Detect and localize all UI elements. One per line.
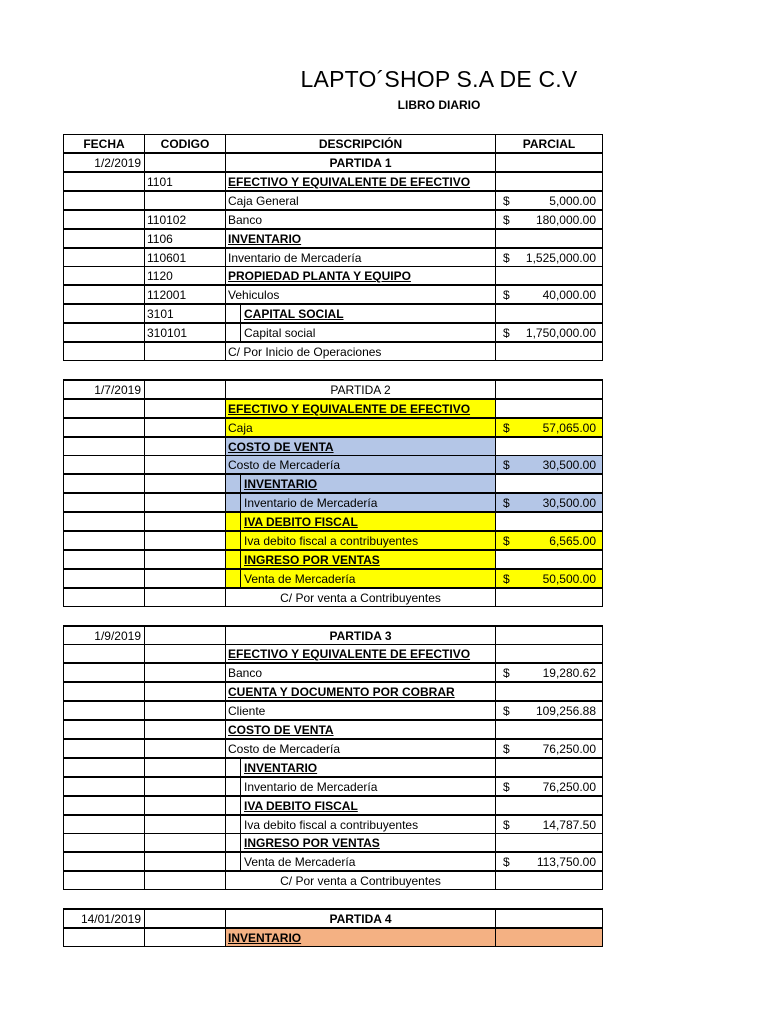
fecha-cell [63,418,145,437]
descripcion-text: Capital social [244,326,316,341]
fecha-cell [63,871,145,890]
codigo-cell [144,815,226,834]
descripcion-text: Cliente [228,704,266,719]
descripcion-text: Iva debito fiscal a contribuyentes [244,534,419,548]
descripcion-text: Venta de Mercadería [244,571,356,586]
table-row [63,815,603,834]
fecha-cell: 1/7/2019 [63,380,145,399]
parcial-cell [495,550,603,569]
fecha-cell [63,172,145,191]
table-row [63,437,603,456]
descripcion-text: Banco [228,212,263,227]
codigo-cell [144,418,226,437]
table-row [63,871,603,890]
codigo-cell: 3101 [144,304,226,323]
codigo-cell [144,739,226,758]
descripcion-cell [225,418,496,437]
amount-value: 40,000.00 [542,288,596,303]
table-row [63,909,603,928]
codigo-cell: 1106 [144,229,226,248]
codigo-cell [144,474,226,493]
blank-cell [63,361,603,380]
codigo-cell [144,833,226,852]
fecha-cell [63,399,145,418]
indent-divider [240,833,241,852]
codigo-cell [144,493,226,512]
table-row [63,758,603,777]
descripcion-cell [225,474,496,493]
parcial-cell [495,266,603,285]
currency-symbol: $ [503,779,510,794]
fecha-cell [63,758,145,777]
parcial-cell [495,493,603,512]
codigo-cell [144,663,226,682]
table-row [63,739,603,758]
descripcion-cell [225,437,496,456]
descripcion-cell [225,342,496,361]
descripcion-text: Inventario de Mercadería [228,250,362,265]
currency-symbol: $ [503,534,510,548]
codigo-cell [144,796,226,815]
table-row [63,644,603,663]
blank-row [63,361,603,380]
descripcion-text: EFECTIVO Y EQUIVALENTE DE EFECTIVO [228,401,471,416]
table-row [63,531,603,550]
fecha-cell [63,437,145,456]
indent-divider [240,796,241,815]
descripcion-text: PARTIDA 2 [330,382,391,397]
table-row [63,550,603,569]
indent-divider [240,550,241,569]
fecha-cell [63,229,145,248]
descripcion-text: Inventario de Mercadería [244,496,378,511]
indent-divider [240,569,241,588]
table-row [63,796,603,815]
fecha-cell [63,304,145,323]
company-title: LAPTO´SHOP S.A DE C.V [300,66,578,92]
parcial-cell [495,644,603,663]
codigo-cell [144,191,226,210]
fecha-cell: 14/01/2019 [63,909,145,928]
descripcion-text: Venta de Mercadería [244,855,356,870]
descripcion-cell [225,531,496,550]
currency-symbol: $ [503,212,510,227]
parcial-cell [495,191,603,210]
parcial-cell [495,833,603,852]
descripcion-cell [225,248,496,267]
amount-value: 113,750.00 [536,855,596,870]
descripcion-cell [225,191,496,210]
table-row [63,663,603,682]
amount-value: 180,000.00 [535,212,596,227]
descripcion-cell [225,626,496,645]
indent-divider [240,323,241,342]
fecha-cell [63,248,145,267]
indent-divider [240,531,241,550]
descripcion-text: IVA DEBITO FISCAL [244,515,358,530]
parcial-cell [495,701,603,720]
codigo-cell [144,909,226,928]
fecha-cell [63,701,145,720]
indent-divider [240,852,241,871]
parcial-cell [495,815,603,834]
descripcion-text: EFECTIVO Y EQUIVALENTE DE EFECTIVO [228,647,471,662]
fecha-cell [63,663,145,682]
fecha-cell [63,852,145,871]
table-row [63,701,603,720]
parcial-cell [495,172,603,191]
header-descripcion: DESCRIPCIÓN [225,134,496,153]
currency-symbol: $ [503,704,510,719]
descripcion-cell [225,285,496,304]
table-row [63,342,603,361]
codigo-cell [144,531,226,550]
descripcion-cell [225,796,496,815]
descripcion-cell [225,380,496,399]
currency-symbol: $ [503,571,510,586]
table-row [63,285,603,304]
descripcion-text: EFECTIVO Y EQUIVALENTE DE EFECTIVO [228,174,471,189]
indent-divider [240,512,241,531]
parcial-cell [495,474,603,493]
parcial-cell [495,720,603,739]
fecha-cell [63,512,145,531]
parcial-cell [495,399,603,418]
amount-value: 57,065.00 [542,420,596,435]
table-row [63,569,603,588]
parcial-cell [495,342,603,361]
amount-value: 1,525,000.00 [525,250,596,265]
descripcion-text: PARTIDA 3 [329,628,392,643]
currency-symbol: $ [503,741,510,756]
descripcion-cell [225,588,496,607]
fecha-cell [63,833,145,852]
currency-symbol: $ [503,496,510,511]
codigo-cell [144,380,226,399]
descripcion-cell [225,512,496,531]
fecha-cell [63,342,145,361]
descripcion-text: INGRESO POR VENTAS [244,552,380,567]
codigo-cell [144,588,226,607]
descripcion-cell [225,663,496,682]
parcial-cell [495,871,603,890]
codigo-cell [144,626,226,645]
blank-cell [63,890,603,909]
amount-value: 14,787.50 [542,817,596,832]
codigo-cell [144,399,226,418]
descripcion-text: Iva debito fiscal a contribuyentes [244,817,419,832]
codigo-cell: 110102 [144,210,226,229]
table-row [63,248,603,267]
descripcion-cell [225,172,496,191]
descripcion-text: Inventario de Mercadería [244,779,378,794]
codigo-cell [144,852,226,871]
codigo-cell: 1120 [144,266,226,285]
currency-symbol: $ [503,288,510,303]
fecha-cell [63,796,145,815]
descripcion-text: PARTIDA 4 [329,912,392,926]
descripcion-text: C/ Por Inicio de Operaciones [228,345,382,359]
header-parcial: PARCIAL [495,134,603,153]
parcial-cell [495,285,603,304]
descripcion-text: INVENTARIO [244,760,318,775]
parcial-cell [495,777,603,796]
blank-cell [63,607,603,626]
descripcion-text: Banco [228,666,263,681]
fecha-cell [63,493,145,512]
parcial-cell [495,512,603,531]
descripcion-cell [225,777,496,796]
amount-value: 30,500.00 [542,496,596,511]
amount-value: 30,500.00 [542,458,596,473]
table-row [63,266,603,285]
table-row [63,229,603,248]
descripcion-text: CUENTA Y DOCUMENTO POR COBRAR [228,685,455,700]
currency-symbol: $ [503,817,510,832]
descripcion-text: C/ Por venta a Contribuyentes [280,590,441,605]
fecha-cell [63,588,145,607]
codigo-cell: 310101 [144,323,226,342]
parcial-cell [495,928,603,947]
fecha-cell [63,474,145,493]
fecha-cell [63,739,145,758]
table-row [63,474,603,493]
parcial-cell [495,323,603,342]
fecha-cell [63,531,145,550]
descripcion-text: PARTIDA 1 [329,156,392,170]
descripcion-cell [225,758,496,777]
codigo-cell [144,758,226,777]
fecha-cell [63,191,145,210]
descripcion-cell [225,266,496,285]
amount-value: 76,250.00 [542,741,596,756]
table-row [63,928,603,947]
descripcion-cell [225,569,496,588]
descripcion-cell [225,739,496,758]
fecha-cell [63,682,145,701]
parcial-cell [495,626,603,645]
fecha-cell [63,455,145,474]
table-row [63,399,603,418]
codigo-cell [144,701,226,720]
amount-value: 6,565.00 [549,534,596,548]
parcial-cell [495,229,603,248]
parcial-cell [495,455,603,474]
fecha-cell: 1/2/2019 [63,153,145,172]
indent-divider [240,474,241,493]
codigo-cell [144,720,226,739]
table-row [63,682,603,701]
descripcion-cell [225,644,496,663]
currency-symbol: $ [503,250,510,265]
parcial-cell [495,758,603,777]
descripcion-cell [225,871,496,890]
blank-row [63,890,603,909]
parcial-cell [495,418,603,437]
fecha-cell [63,720,145,739]
descripcion-cell [225,493,496,512]
descripcion-cell [225,928,496,947]
codigo-cell [144,342,226,361]
parcial-cell [495,909,603,928]
indent-divider [240,815,241,834]
table-row [63,588,603,607]
currency-symbol: $ [503,855,510,870]
codigo-cell [144,928,226,947]
descripcion-text: Costo de Mercadería [228,741,341,756]
table-row [63,720,603,739]
parcial-cell [495,796,603,815]
amount-value: 109,256.88 [535,704,596,719]
descripcion-cell [225,815,496,834]
currency-symbol: $ [503,326,510,341]
codigo-cell: 1101 [144,172,226,191]
amount-value: 19,280.62 [542,666,596,681]
header-fecha: FECHA [63,134,145,153]
fecha-cell [63,928,145,947]
currency-symbol: $ [503,193,510,208]
table-header-row [63,134,603,153]
parcial-cell [495,248,603,267]
header-codigo: CODIGO [144,134,226,153]
descripcion-text: Caja General [228,193,299,208]
codigo-cell [144,871,226,890]
indent-divider [240,777,241,796]
indent-divider [240,493,241,512]
descripcion-text: PROPIEDAD PLANTA Y EQUIPO [228,269,411,284]
table-row [63,418,603,437]
fecha-cell [63,777,145,796]
amount-value: 50,500.00 [542,571,596,586]
codigo-cell [144,777,226,796]
parcial-cell [495,588,603,607]
descripcion-cell [225,550,496,569]
indent-divider [240,304,241,323]
table-row [63,380,603,399]
descripcion-text: COSTO DE VENTA [228,439,334,454]
codigo-cell [144,644,226,663]
descripcion-cell [225,455,496,474]
fecha-cell [63,210,145,229]
descripcion-text: Costo de Mercadería [228,458,341,473]
currency-symbol: $ [503,420,510,435]
table-row [63,210,603,229]
table-row [63,852,603,871]
codigo-cell: 110601 [144,248,226,267]
descripcion-text: CAPITAL SOCIAL [244,307,344,322]
descripcion-cell [225,153,496,172]
amount-value: 76,250.00 [542,779,596,794]
descripcion-text: C/ Por venta a Contribuyentes [280,874,441,889]
parcial-cell [495,531,603,550]
parcial-cell [495,569,603,588]
table-row [63,323,603,342]
codigo-cell [144,550,226,569]
descripcion-cell [225,210,496,229]
descripcion-text: IVA DEBITO FISCAL [244,798,358,813]
fecha-cell [63,323,145,342]
parcial-cell [495,739,603,758]
fecha-cell: 1/9/2019 [63,626,145,645]
table-row [63,455,603,474]
blank-row [63,607,603,626]
table-row [63,833,603,852]
descripcion-cell [225,229,496,248]
descripcion-cell [225,304,496,323]
table-row [63,512,603,531]
codigo-cell [144,153,226,172]
codigo-cell [144,569,226,588]
parcial-cell [495,153,603,172]
fecha-cell [63,550,145,569]
parcial-cell [495,380,603,399]
fecha-cell [63,266,145,285]
codigo-cell [144,512,226,531]
fecha-cell [63,644,145,663]
codigo-cell: 112001 [144,285,226,304]
descripcion-text: COSTO DE VENTA [228,723,334,737]
codigo-cell [144,455,226,474]
descripcion-text: INGRESO POR VENTAS [244,836,380,851]
amount-value: 5,000.00 [549,193,596,208]
descripcion-text: Caja [228,420,253,435]
codigo-cell [144,682,226,701]
table-row [63,304,603,323]
book-title: LIBRO DIARIO [397,98,481,112]
descripcion-cell [225,682,496,701]
table-row [63,777,603,796]
table-row [63,626,603,645]
parcial-cell [495,210,603,229]
table-row [63,493,603,512]
parcial-cell [495,682,603,701]
descripcion-text: Vehiculos [228,288,280,303]
table-row [63,191,603,210]
descripcion-text: INVENTARIO [228,231,302,246]
parcial-cell [495,437,603,456]
descripcion-cell [225,720,496,739]
fecha-cell [63,285,145,304]
descripcion-cell [225,701,496,720]
descripcion-text: INVENTARIO [228,930,302,945]
parcial-cell [495,663,603,682]
table-row [63,153,603,172]
amount-value: 1,750,000.00 [525,326,596,341]
descripcion-cell [225,323,496,342]
fecha-cell [63,815,145,834]
descripcion-cell [225,852,496,871]
descripcion-cell [225,909,496,928]
descripcion-text: INVENTARIO [244,477,318,492]
fecha-cell [63,569,145,588]
parcial-cell [495,304,603,323]
descripcion-cell [225,399,496,418]
indent-divider [240,758,241,777]
table-row [63,172,603,191]
currency-symbol: $ [503,666,510,681]
currency-symbol: $ [503,458,510,473]
codigo-cell [144,437,226,456]
parcial-cell [495,852,603,871]
descripcion-cell [225,833,496,852]
